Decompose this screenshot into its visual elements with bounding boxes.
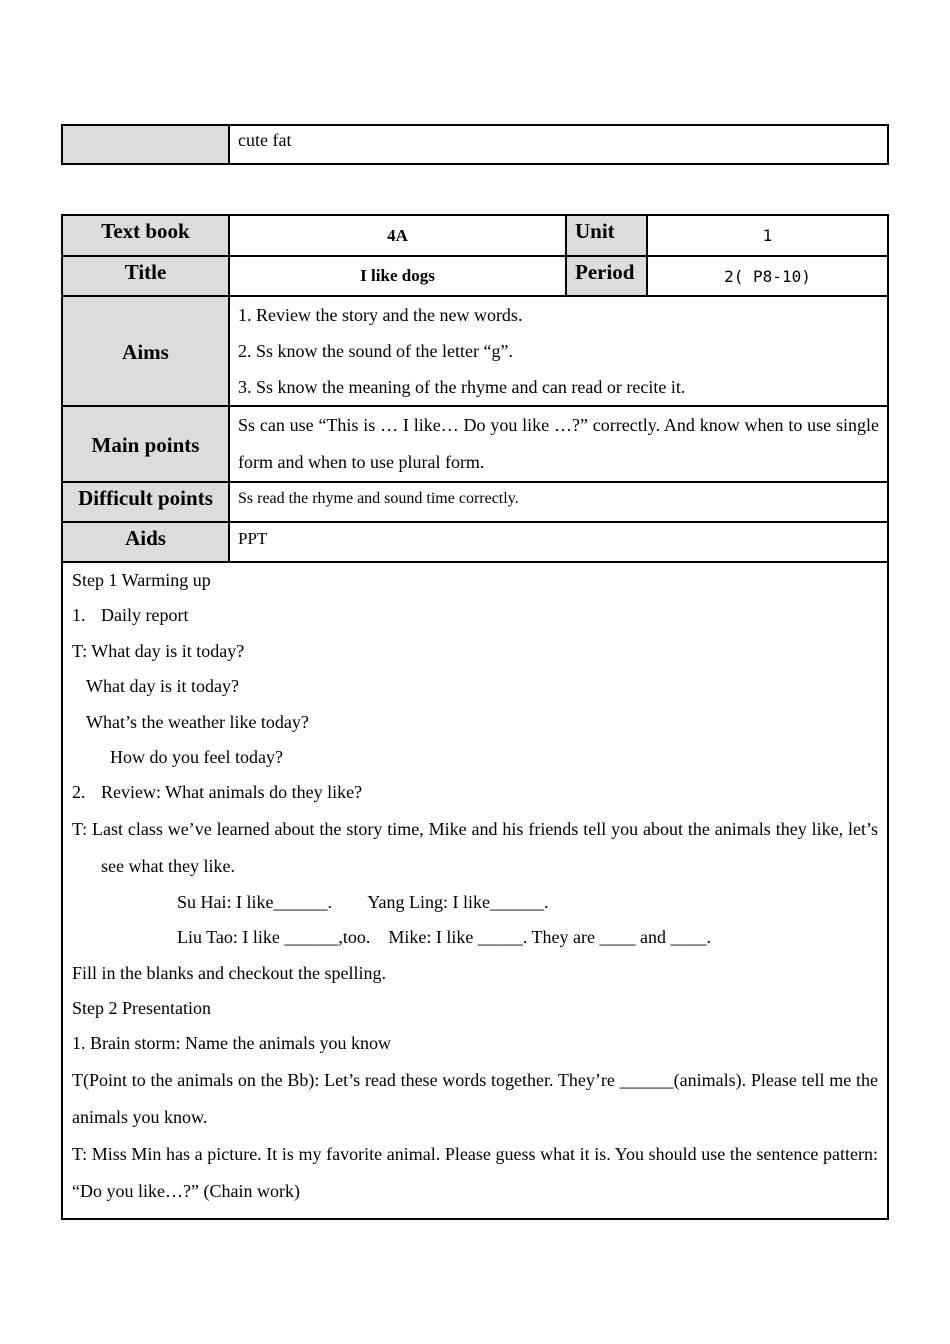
difficult-points-label: Difficult points	[62, 482, 229, 522]
aids-text: PPT	[229, 522, 888, 562]
title-value: I like dogs	[229, 256, 566, 296]
lesson-plan-table	[61, 214, 889, 1220]
textbook-label: Text book	[62, 215, 229, 256]
aims-list	[229, 296, 888, 406]
unit-label: Unit	[566, 215, 647, 256]
period-value: 2( P8-10)	[647, 256, 888, 296]
item-text: Review: What animals do they like?	[101, 782, 363, 803]
vocabulary-label-cell	[62, 125, 229, 164]
vocabulary-table	[61, 124, 889, 165]
difficult-points-text: Ss read the rhyme and sound time correctly.	[229, 482, 888, 522]
question-line: What’s the weather like today?	[86, 711, 309, 732]
aim-item: 2. Ss know the sound of the letter “g”.	[238, 341, 513, 361]
guess-paragraph: T: Miss Min has a picture. It is my favorite animal. Please guess what it is. You should use the sentence pattern: “Do you like…?” (Chain work)	[72, 1143, 883, 1201]
teaching-procedure	[62, 562, 888, 1219]
procedure-item	[72, 598, 878, 633]
title-label: Title	[62, 256, 229, 296]
question-line: What day is it today?	[86, 676, 239, 697]
unit-value: 1	[647, 215, 888, 256]
aim-item: 3. Ss know the meaning of the rhyme and can read or recite it.	[238, 377, 686, 397]
fill-instruction: Fill in the blanks and checkout the spelling.	[72, 962, 386, 983]
aids-label: Aids	[62, 522, 229, 562]
step2-heading: Step 2 Presentation	[72, 998, 211, 1019]
textbook-value: 4A	[229, 215, 566, 256]
review-paragraph: T: Last class we’ve learned about the story time, Mike and his friends tell you about the animals they like, let’s see what they like.	[72, 818, 883, 876]
period-label: Period	[566, 256, 647, 296]
aims-label: Aims	[62, 296, 229, 406]
brain-storm-line: 1. Brain storm: Name the animals you know	[72, 1033, 391, 1054]
blank-line: Su Hai: I like______. Yang Ling: I like______.	[177, 891, 549, 912]
item-number: 2.	[72, 782, 86, 803]
main-points-label: Main points	[62, 406, 229, 482]
aim-item: 1. Review the story and the new words.	[238, 305, 523, 325]
question-line: T: What day is it today?	[72, 640, 245, 661]
blank-line: Liu Tao: I like ______,too. Mike: I like _____. They are ____ and ____.	[177, 927, 711, 948]
vocabulary-value: cute fat	[229, 125, 888, 164]
step1-heading: Step 1 Warming up	[72, 570, 211, 590]
point-paragraph: T(Point to the animals on the Bb): Let’s read these words together. They’re ______(animals). Please tell me the animals you know.	[72, 1069, 883, 1127]
item-number: 1.	[72, 605, 86, 626]
question-line: How do you feel today?	[110, 747, 283, 768]
main-points-text: Ss can use “This is … I like… Do you like …?” correctly. And know when to use single form and when to use plural form.	[229, 406, 888, 482]
item-text: Daily report	[101, 605, 189, 626]
procedure-item	[72, 775, 878, 810]
